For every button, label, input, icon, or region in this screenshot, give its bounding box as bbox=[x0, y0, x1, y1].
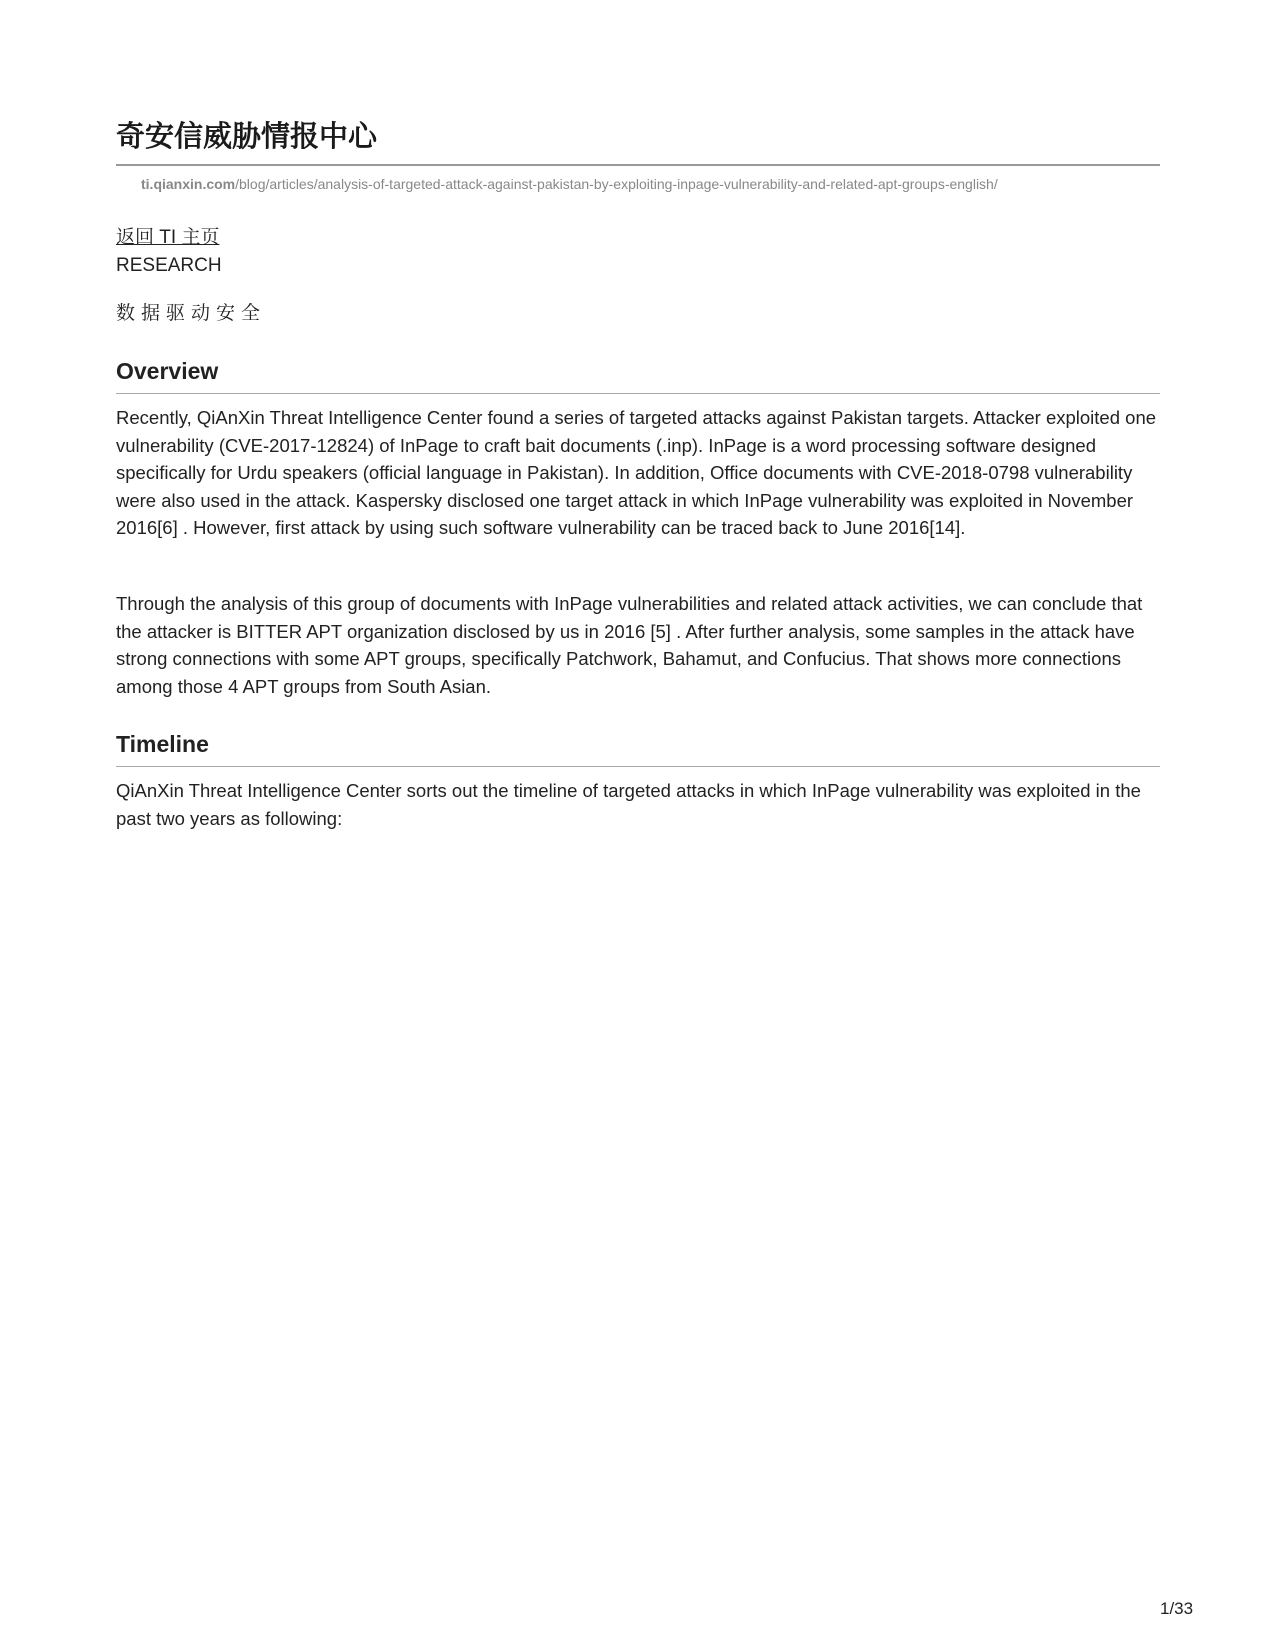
title-divider bbox=[116, 164, 1160, 166]
site-title: 奇安信威胁情报中心 bbox=[116, 121, 378, 153]
page-number: 1/33 bbox=[1160, 1599, 1194, 1618]
section-heading-overview: Overview bbox=[116, 358, 219, 384]
paragraph: Recently, QiAnXin Threat Intelligence Center found a series of targeted attacks against Pakistan targets. Attacker exploited one vulnerability (CVE-2017-12824) of InPage to craft bait documents (.inp). InPage is a word processing software designed specifically for Urdu speakers (official language in Pakistan). In addition, Office documents with CVE-2018-0798 vulnerability were also used in the attack. Kaspersky disclosed one target attack in which InPage vulnerability was exploited in November 2016[6] . However, first attack by using such software vulnerability can be traced back to June 2016[14]. bbox=[116, 407, 1157, 538]
back-to-ti-home-link[interactable]: 返回 TI 主页 bbox=[116, 227, 220, 248]
paragraph: Through the analysis of this group of documents with InPage vulnerabilities and related attack activities, we can conclude that the attacker is BITTER APT organization disclosed by us in 2016 [5] . After further analysis, some samples in the attack have strong connections with some APT groups, specifically Patchwork, Bahamut, and Confucius. That shows more connections among those 4 APT groups from South Asian. bbox=[116, 593, 1143, 697]
source-url-domain: ti.qianxin.com bbox=[141, 176, 236, 192]
category-label: RESEARCH bbox=[116, 255, 222, 276]
source-url bbox=[141, 175, 998, 193]
source-url-path: /blog/articles/analysis-of-targeted-attack-against-pakistan-by-exploiting-inpage-vulnerability-and-related-apt-groups-english/ bbox=[235, 176, 998, 192]
section-heading-timeline: Timeline bbox=[116, 731, 209, 757]
section-divider bbox=[116, 393, 1160, 394]
tagline: 数据驱动安全 bbox=[116, 303, 267, 324]
paragraph: QiAnXin Threat Intelligence Center sorts out the timeline of targeted attacks in which InPage vulnerability was exploited in the past two years as following: bbox=[116, 780, 1141, 829]
section-divider bbox=[116, 766, 1160, 767]
